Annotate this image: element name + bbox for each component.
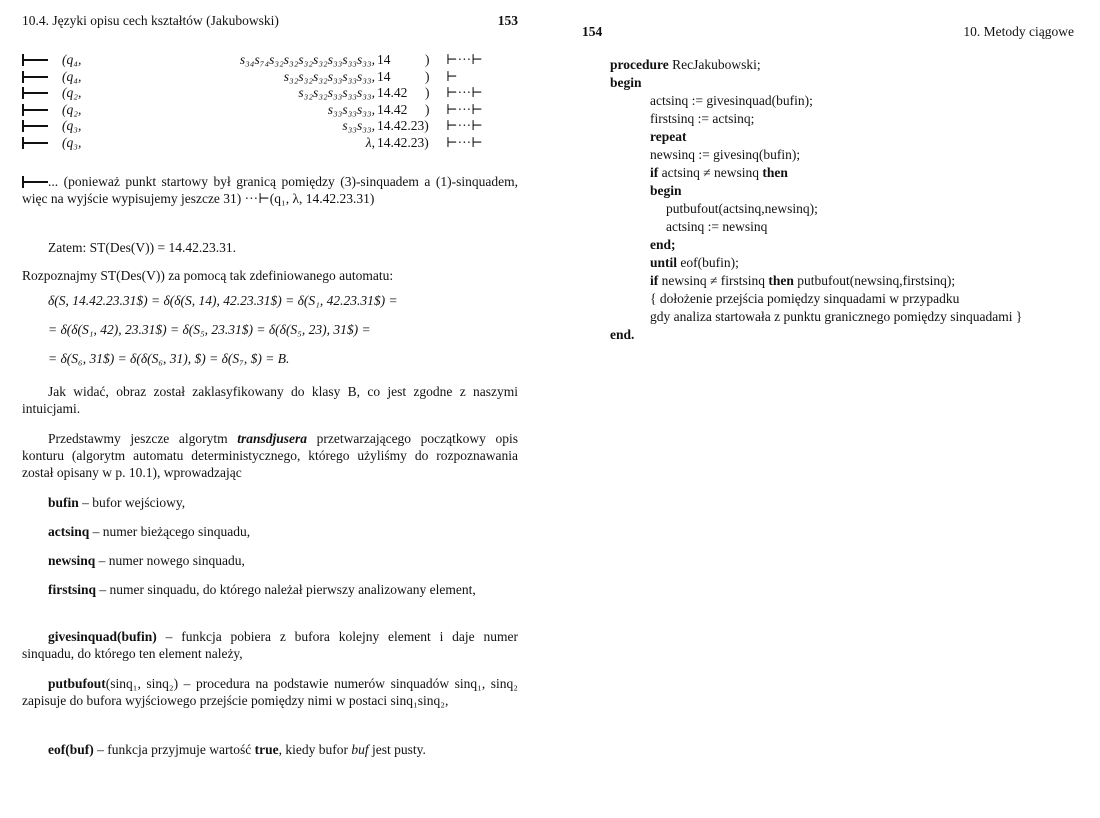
paragraph-ponieważ: ... (ponieważ punkt startowy był granicą pomiędzy (3)-sinquadem a (1)-sinquadem, więc na wyjście wypisujemy jeszcze 31) ···⊢(q₁, λ, 14.42.23.31)	[22, 174, 518, 206]
transition-tail: ⊢···⊢	[446, 118, 483, 134]
transition-sequence-input: s₃₃s₃₃s₃₃,	[327, 101, 375, 117]
transition-state: (q₃,	[62, 118, 82, 134]
definition-putbufout: putbufout(sinq₁, sinq₂) – procedura na podstawie numerów sinquadów sinq₁, sinq₂ zapisuje do bufora wyjściowego przejście pomiędzy nimi w postaci sinq₁sinq₂,	[22, 676, 518, 708]
code-line-end: end.	[610, 327, 635, 342]
turnstile-arrow-icon	[22, 118, 50, 135]
transition-sequence-input: s₃₂s₃₂s₃₃s₃₃s₃₃,	[298, 85, 375, 101]
transition-tail: ⊢···⊢	[446, 134, 483, 150]
transition-tail: ⊢	[446, 68, 458, 84]
transition-output: 14	[377, 52, 391, 67]
transition-output: 14	[377, 68, 391, 84]
code-line-repeat: repeat	[650, 129, 687, 144]
code-line-actsinq-assign: actsinq := givesinquad(bufin);	[650, 93, 813, 108]
transition-row	[22, 102, 518, 119]
paragraph-przedstawmy: Przedstawmy jeszcze algorytm transdjusera przetwarzającego początkowy opis konturu (algorytm automatu deterministycznego, którego użyliśmy do rozpoznawania został opisany w p. 10.1), wprowadzając	[22, 431, 518, 480]
turnstile-arrow-icon	[22, 85, 50, 102]
code-comment-line-2: gdy analiza startowała z punktu granicznego pomiędzy sinquadami }	[650, 309, 1023, 324]
transition-tail: ⊢···⊢	[446, 85, 483, 101]
definition-actsinq: actsinq – numer bieżącego sinquadu,	[48, 524, 251, 539]
transition-row	[22, 52, 518, 69]
code-line-if-actsinq: if actsinq ≠ newsinq then	[650, 165, 788, 180]
transition-row	[22, 69, 518, 86]
code-line-newsinq-assign: newsinq := givesinq(bufin);	[650, 147, 801, 162]
transition-state: (q₃,	[62, 134, 82, 150]
transition-sequence-input: λ,	[365, 134, 375, 150]
code-comment-line-1: { dołożenie przejścia pomiędzy sinquadami w przypadku	[650, 291, 960, 306]
transition-state: (q₄,	[62, 68, 82, 84]
transition-paren: )	[425, 68, 430, 84]
definition-eof: eof(buf) – funkcja przyjmuje wartość true, kiedy bufor buf jest pusty.	[48, 742, 426, 757]
transition-state: (q₂,	[62, 85, 82, 101]
definition-firstsinq: firstsinq – numer sinquadu, do którego należał pierwszy analizowany element,	[48, 582, 476, 597]
code-line-procedure: procedure RecJakubowski;	[610, 57, 761, 72]
code-line-if-newsinq: if newsinq ≠ firstsinq then putbufout(newsinq,firstsinq);	[650, 273, 956, 288]
paragraph-jak-widac: Jak widać, obraz został zaklasyfikowany do klasy B, co jest zgodne z naszymi intuicjami.	[22, 384, 518, 416]
turnstile-arrow-icon	[22, 102, 50, 119]
equation-line-3: = δ(S₆, 31$) = δ(δ(S₆, 31), $) = δ(S₇, $) = B.	[48, 351, 290, 366]
turnstile-arrow-icon	[22, 69, 50, 86]
code-line-inner-begin: begin	[650, 183, 682, 198]
transition-paren: )	[425, 101, 430, 117]
transition-row	[22, 85, 518, 102]
transition-state: (q₄,	[62, 52, 82, 67]
transition-tail: ⊢···⊢	[446, 52, 483, 67]
left-header-title: 10.4. Języki opisu cech kształtów (Jakubowski)	[22, 13, 279, 28]
code-line-putbufout: putbufout(actsinq,newsinq);	[666, 201, 818, 216]
transition-row	[22, 118, 518, 135]
turnstile-arrow-icon	[22, 52, 50, 69]
transition-state: (q₂,	[62, 101, 82, 117]
code-line-inner-end: end;	[650, 237, 676, 252]
transition-sequence-input: s₃₄s₇₄s₃₂s₃₂s₃₂s₃₂s₃₃s₃₃s₃₃,	[239, 52, 375, 67]
definition-newsinq: newsinq – numer nowego sinquadu,	[48, 553, 245, 568]
definition-givesinquad: givesinquad(bufin) – funkcja pobiera z bufora kolejny element i daje numer sinquadu, do którego ten element należy,	[22, 629, 518, 661]
paragraph-rozpoznajmy: Rozpoznajmy ST(Des(V)) za pomocą tak zdefiniowanego automatu:	[22, 268, 394, 283]
code-line-begin: begin	[610, 75, 642, 90]
transition-paren: )	[425, 85, 430, 101]
paragraph-zatem: Zatem: ST(Des(V)) = 14.42.23.31.	[48, 240, 236, 255]
transition-output: 14.42.23)	[377, 134, 429, 150]
right-header-title: 10. Metody ciągowe	[963, 24, 1074, 39]
transition-row	[22, 135, 518, 152]
transition-output: 14.42	[377, 85, 408, 101]
transition-output: 14.42	[377, 101, 408, 117]
right-page-number: 154	[582, 24, 603, 39]
transition-sequence	[22, 52, 518, 152]
definition-bufin: bufin – bufor wejściowy,	[48, 495, 186, 510]
transition-paren: )	[425, 52, 430, 67]
code-line-until: until eof(bufin);	[650, 255, 739, 270]
turnstile-arrow-icon	[22, 181, 48, 183]
code-line-firstsinq-assign: firstsinq := actsinq;	[650, 111, 755, 126]
equation-line-1: δ(S, 14.42.23.31$) = δ(δ(S, 14), 42.23.31$) = δ(S₁, 42.23.31$) =	[48, 293, 398, 308]
turnstile-arrow-icon	[22, 135, 50, 152]
left-page-number: 153	[497, 13, 518, 28]
code-line-actsinq-newsinq: actsinq := newsinq	[666, 219, 768, 234]
transition-output: 14.42.23)	[377, 118, 429, 134]
transition-sequence-input: s₃₂s₃₂s₃₂s₃₃s₃₃s₃₃,	[283, 68, 375, 84]
equation-line-2: = δ(δ(S₁, 42), 23.31$) = δ(S₅, 23.31$) = δ(δ(S₅, 23), 31$) =	[48, 322, 371, 337]
transition-tail: ⊢···⊢	[446, 101, 483, 117]
transition-sequence-input: s₃₃s₃₃,	[342, 118, 375, 134]
